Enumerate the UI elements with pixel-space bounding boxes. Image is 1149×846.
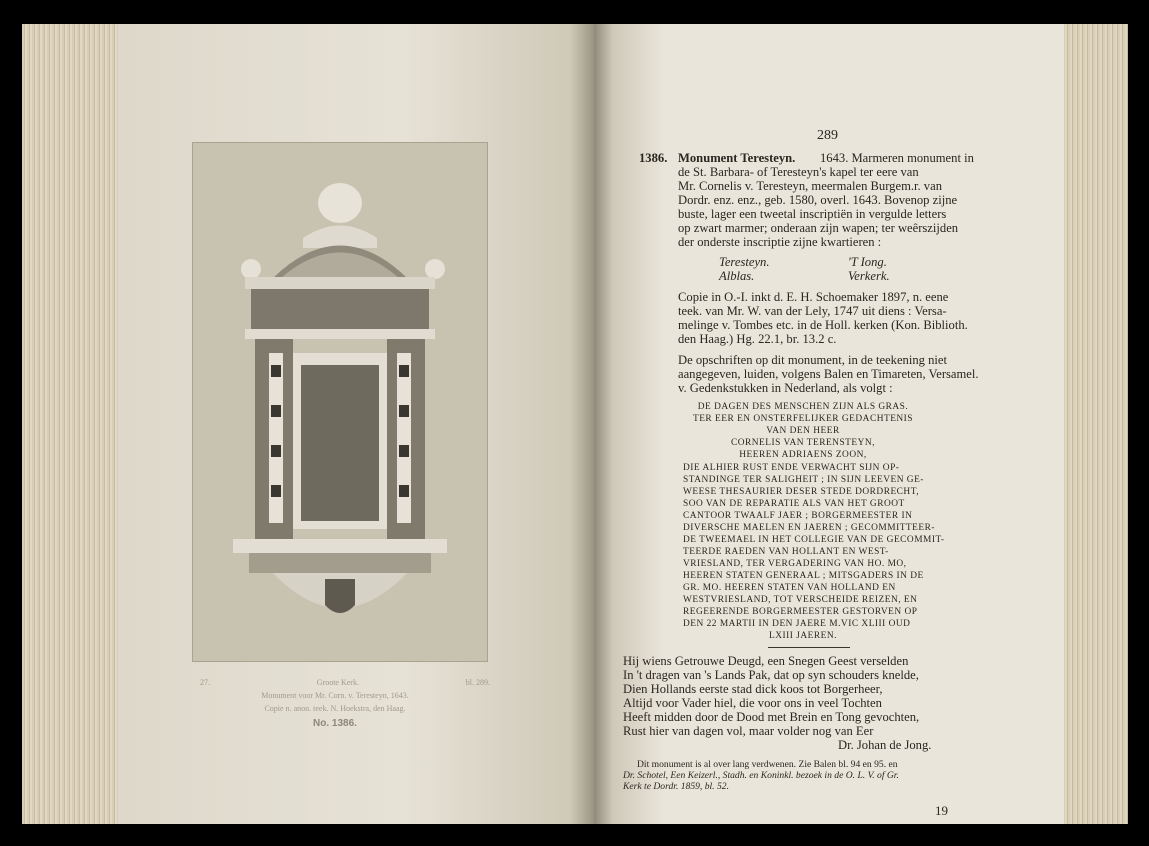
poem-line: In 't dragen van 's Lands Pak, dat op syn schouders knelde, (623, 668, 919, 682)
divider-rule (768, 647, 850, 648)
copy-line: Copie in O.-I. inkt d. E. H. Schoemaker 1897, n. eene (678, 290, 949, 304)
entry-title: Monument Teresteyn. (678, 151, 796, 165)
inscription-line: CORNELIS VAN TERENSTEYN, (730, 438, 876, 448)
plate-caption (100, 676, 570, 730)
inscription-line: WESTVRIESLAND, TOT VERSCHEIDE REIZEN, EN (683, 595, 918, 605)
inscription-line: SOO VAN DE REPARATIE ALS VAN HET GROOT (683, 499, 905, 509)
inscription-line: REGEERENDE BORGERMEESTER GESTORVEN OP (683, 607, 918, 617)
poem-signature: Dr. Johan de Jong. (838, 738, 932, 752)
footnote-line: Kerk te Dordr. 1859, bl. 52. (623, 781, 729, 792)
entry-line: 1643. Marmeren monument in (820, 151, 974, 165)
inscription-line: WEESE THESAURIER DESER STEDE DORDRECHT, (683, 487, 920, 497)
page-edges-right (1060, 24, 1128, 824)
inscription-line: HEEREN ADRIAENS ZOON, (739, 450, 867, 460)
monument-drawing (193, 143, 487, 661)
inscription-line: DIE ALHIER RUST ENDE VERWACHT SIJN OP- (683, 463, 900, 473)
caption-source: Copie n. anon. teek. N. Hoekstra, den Haag. (264, 704, 406, 713)
inscription-line: VRIESLAND, TER VERGADERING VAN HO. MO, (683, 559, 907, 569)
poem-line: Hij wiens Getrouwe Deugd, een Snegen Geest verselden (623, 654, 909, 668)
intro-line: v. Gedenkstukken in Nederland, als volgt : (678, 381, 893, 395)
inscription-line: TER EER EN ONSTERFELIJKER GEDACHTENIS (692, 414, 914, 424)
quarter-right: Verkerk. (848, 269, 890, 283)
entry-line: Mr. Cornelis v. Teresteyn, meermalen Burgem.r. van (678, 179, 942, 193)
entry-line: Dordr. enz. enz., geb. 1580, overl. 1643. Bovenop zijne (678, 193, 958, 207)
entry-line: de St. Barbara- of Teresteyn's kapel ter eere van (678, 165, 919, 179)
entry-line: op zwart marmer; onderaan zijn wapen; ter weêrszijden (678, 221, 959, 235)
upper-tablet (251, 289, 429, 329)
bust-head (318, 183, 362, 223)
inscription-line: DIVERSCHE MAELEN EN JAEREN ; GECOMMITTEER- (683, 523, 935, 533)
caption-page-ref: bl. 289. (465, 678, 490, 687)
intro-line: De opschriften op dit monument, in de teekening niet (678, 353, 947, 367)
quarter-left: Alblas. (719, 269, 755, 283)
inscription-line: HEEREN STATEN GENERAAL ; MITSGADERS IN DE (683, 571, 924, 581)
copy-line: teek. van Mr. W. van der Lely, 1747 uit diens : Versa- (678, 304, 947, 318)
inscription-line: DE TWEEMAEL IN HET COLLEGIE VAN DE GECOMMIT- (683, 535, 945, 545)
inscription-line: DEN 22 MARTII IN DEN JAERE M.VIC XLIII OUD (683, 619, 911, 629)
skull-left (241, 259, 261, 279)
inscription-line: VAN DEN HEER (766, 426, 840, 436)
poem-line: Altijd voor Vader hiel, die voor ons in veel Tochten (623, 696, 882, 710)
entry-line: der onderste inscriptie zijne kwartieren : (678, 235, 882, 249)
caption-number: No. 1386. (313, 718, 357, 729)
quarter-right: 'T Iong. (848, 255, 887, 269)
footnote-line: Dit monument is al over lang verdwenen. Zie Balen bl. 94 en 95. en (637, 759, 898, 770)
inscription-line: CANTOOR TWAALF JAER ; BORGERMEESTER IN (683, 511, 913, 521)
poem-line: Dien Hollands eerste stad dick koos tot Borgerheer, (623, 682, 883, 696)
coat-of-arms (325, 579, 355, 613)
inscription-panel (301, 365, 379, 521)
caption-plate-number: 27. (200, 678, 210, 687)
inscription-line: STANDINGE TER SALIGHEIT ; IN SIJN LEEVEN GE- (683, 475, 924, 485)
poem-line: Heeft midden door de Dood met Brein en Tong gevochten, (623, 710, 920, 724)
inscription-line: GR. MO. HEEREN STATEN VAN HOLLAND EN (683, 583, 896, 593)
inscription-line: TEERDE RAEDEN VAN HOLLANT EN WEST- (683, 547, 889, 557)
signature-mark: 19 (935, 803, 948, 818)
monument-illustration (192, 142, 488, 662)
page-number: 289 (817, 128, 838, 143)
intro-line: aangegeven, luiden, volgens Balen en Timareten, Versamel. (678, 367, 979, 381)
copy-line: melinge v. Tombes etc. in de Holl. kerken (Kon. Biblioth. (678, 318, 968, 332)
poem-line: Rust hier van dagen vol, maar volder nog van Eer (623, 724, 874, 738)
footnote-line: Dr. Schotel, Een Keizerl., Stadh. en Koninkl. bezoek in de O. L. V. of Gr. (623, 770, 899, 781)
skull-right (425, 259, 445, 279)
quarter-left: Teresteyn. (719, 255, 770, 269)
caption-title: Monument voor Mr. Corn. v. Teresteyn, 1643. (261, 691, 409, 700)
entry-line: buste, lager een tweetal inscriptiën in vergulde letters (678, 207, 947, 221)
caption-location: Groote Kerk. (316, 678, 359, 687)
copy-line: den Haag.) Hg. 22.1, br. 13.2 c. (678, 332, 837, 346)
entry-number: 1386. (639, 151, 668, 165)
inscription-line: DE DAGEN DES MENSCHEN ZIJN ALS GRAS. (697, 402, 909, 412)
inscription-last-line: LXIII JAEREN. (769, 631, 837, 641)
